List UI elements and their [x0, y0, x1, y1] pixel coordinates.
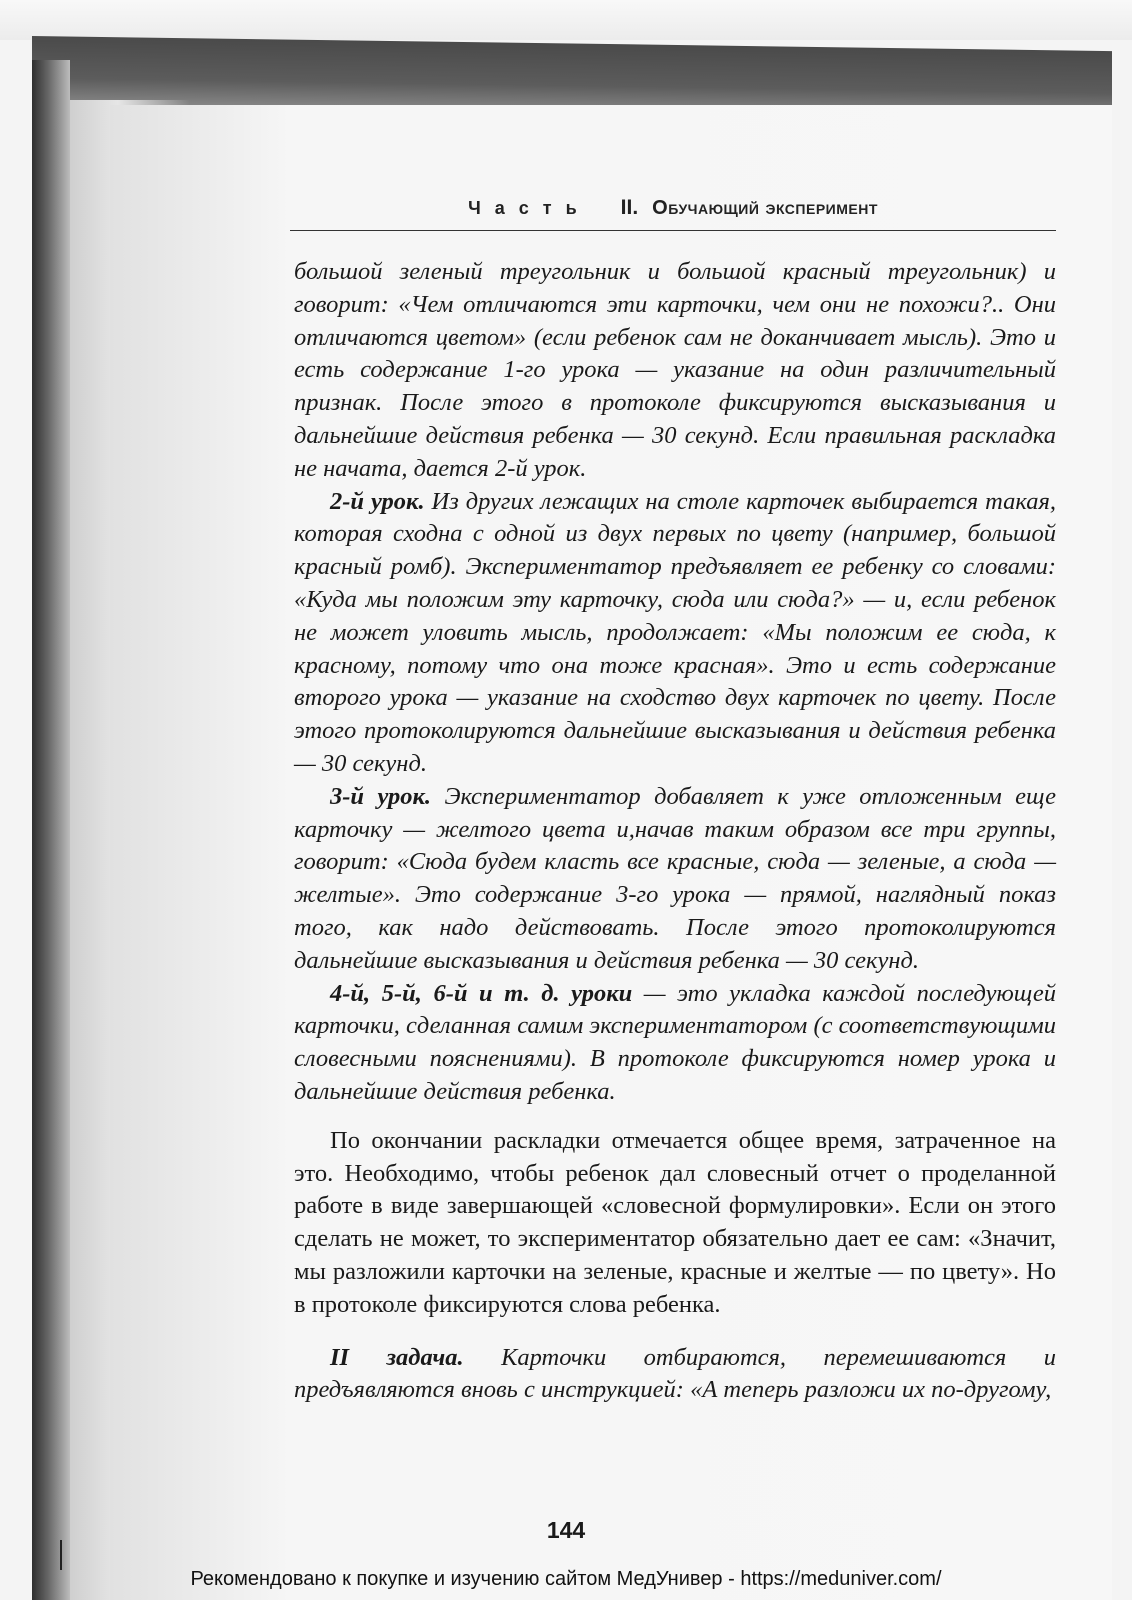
lesson-3-text: Экспериментатор добавляет к уже отложенным еще карточку — желтого цвета и,начав таким образом все три группы, говорит: «Сюда будем класть все красные, сюда — зеленые, а сюда — желтые». Это содержание 3-го урока — прямой, наглядный показ того, как надо действовать. После этого протоколируются дальнейшие высказывания и действия ребенка — 30 секунд. — [294, 782, 1056, 974]
lesson-3-heading: 3-й урок. — [330, 782, 432, 810]
running-header — [290, 196, 1056, 231]
lesson-2-heading: 2-й урок. — [330, 487, 425, 515]
task-2-heading: II задача. — [330, 1343, 464, 1371]
lessons-4-plus-heading: 4-й, 5-й, 6-й и т. д. уроки — [330, 979, 633, 1007]
watermark-footer: Рекомендовано к покупке и изучению сайтом МедУнивер - https://meduniver.com/ — [190, 1568, 942, 1590]
paragraph-task-2 — [294, 1342, 1056, 1408]
page-number: 144 — [546, 1517, 586, 1543]
paragraph-lesson-2 — [294, 486, 1056, 781]
scan-background — [0, 0, 1132, 40]
page-body — [294, 256, 1056, 1407]
paragraph-lessons-4-plus — [294, 978, 1056, 1109]
paragraph-summary: По окончании раскладки отмечается общее время, затраченное на это. Необходимо, чтобы ребенок дал словесный отчет о проделанной работе в виде завершающей «словесной формулировки». Если он этого сделать не может, то экспериментатор обязательно дает ее сам: «Значит, мы разложили карточки на зеленые, красные и желтые — по цвету». Но в протоколе фиксируются слова ребенка. — [294, 1126, 1056, 1318]
lessons-4-plus-text: — это укладка каждой последующей карточки, сделанная самим экспериментатором (с соответствующими словесными пояснениями). В протоколе фиксируются номер урока и дальнейшие действия ребенка. — [294, 979, 1056, 1105]
book-spine-shadow — [32, 60, 70, 1600]
lesson-2-text: Из других лежащих на столе карточек выбирается такая, которая сходна с одной из двух первых по цвету (например, большой красный ромб). Экспериментатор предъявляет ее ребенку со словами: «Куда мы положим эту карточку, сюда или сюда?» — и, если ребенок не может уловить мысль, продолжает: «Мы положим ее сюда, к красному, потому что она тоже красная». Это и есть содержание второго урока — указание на сходство двух карточек по цвету. После этого протоколируются дальнейшие высказывания и действия ребенка — 30 секунд. — [294, 487, 1056, 777]
header-title: Обучающий эксперимент — [652, 197, 878, 219]
spine-bottom-line — [60, 1540, 62, 1570]
task-2-text: Карточки отбираются, перемешиваются и предъявляются вновь с инструкцией: «А теперь разложи их по-другому, — [294, 1343, 1056, 1404]
paragraph-lesson-1: большой зеленый треугольник и большой красный треугольник) и говорит: «Чем отличаются эти карточки, чем они не похожи?.. Они отличаются цветом» (если ребенок сам не доканчивает мысль). Это и есть содержание 1-го урока — указание на один различительный признак. После этого в протоколе фиксируются высказывания и дальнейшие действия ребенка — 30 секунд. Если правильная раскладка не начата, дается 2-й урок. — [294, 258, 1056, 482]
header-part-number: II. — [620, 196, 639, 219]
header-part-label: Часть — [468, 198, 591, 218]
paragraph-lesson-3 — [294, 781, 1056, 978]
